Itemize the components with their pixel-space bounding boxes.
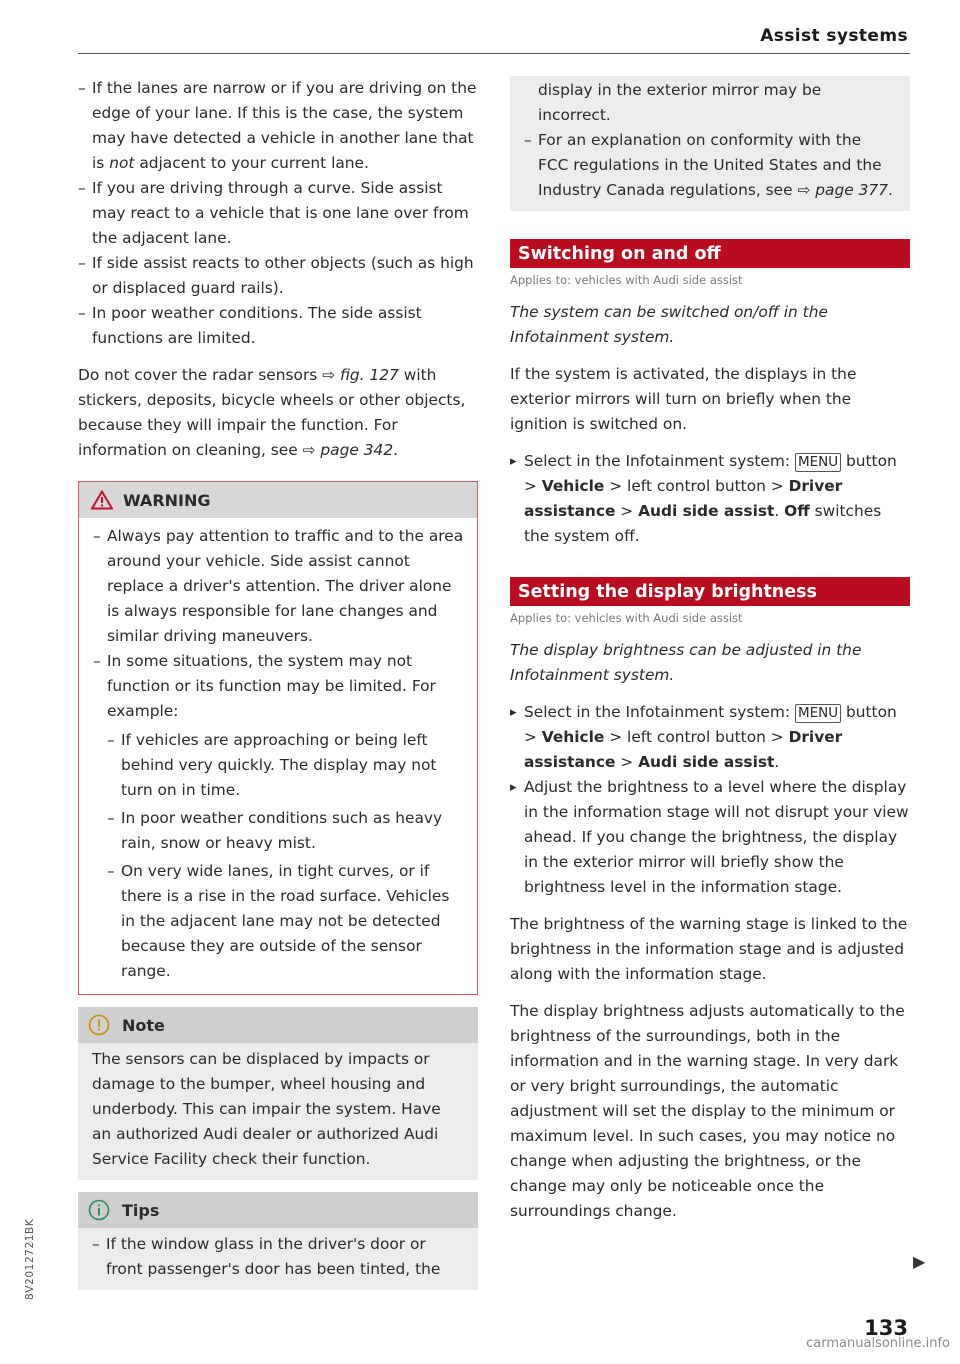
step-text: switches the system off. xyxy=(524,502,882,545)
list-item xyxy=(93,649,465,984)
warning-title: WARNING xyxy=(123,490,211,510)
fcc-text: For an explanation on conformity with the FCC regulations in the United States and the Industry Canada regulations, see xyxy=(538,131,882,199)
step-text: > left control button > xyxy=(604,477,789,495)
list-item: – Always pay attention to traffic and to the area around your vehicle. Side assist cannot replace a driver's attention. The driver alone is always responsible for lane changes and similar driving maneuvers. xyxy=(93,524,465,649)
running-header: Assist systems xyxy=(760,26,908,46)
radar-text-cont: with stickers, deposits, bicycle wheels or other objects, because they will impair the function. For information on cleaning, see xyxy=(78,366,466,459)
warning-item-text: In some situations, the system may not function or its function may be limited. For example: xyxy=(107,652,436,720)
menu-audi-side-assist: Audi side assist xyxy=(638,502,775,520)
menu-off: Off xyxy=(784,502,810,520)
step-text: > xyxy=(615,753,639,771)
menu-key: MENU xyxy=(795,453,841,472)
radar-end: . xyxy=(393,441,399,459)
bullet-tail: adjacent to your current lane. xyxy=(134,154,369,172)
list-item: – If the window glass in the driver's door or front passenger's door has been tinted, the xyxy=(92,1232,464,1282)
list-item xyxy=(510,700,910,775)
list-item: – In poor weather conditions. The side assist functions are limited. xyxy=(78,301,478,351)
conditions-list xyxy=(78,76,478,351)
watermark: carmanualsonline.info xyxy=(806,1336,950,1351)
menu-driver-assistance: Driver assistance xyxy=(524,477,843,520)
list-item: – In poor weather conditions such as heavy rain, snow or heavy mist. xyxy=(107,806,465,856)
header-rule xyxy=(78,53,910,54)
note-body xyxy=(78,1043,478,1180)
list-item: – If side assist reacts to other objects (such as high or displaced guard rails). xyxy=(78,251,478,301)
warning-box xyxy=(78,481,478,995)
note-text: The sensors can be displaced by impacts or damage to the bumper, wheel housing and underbody. This can impair the system. Have an authorized Audi dealer or authorized Audi Service Facility check their function. xyxy=(92,1050,441,1168)
applies-to: Applies to: vehicles with Audi side assist xyxy=(510,273,743,287)
section-heading-switching: Switching on and off xyxy=(510,239,910,268)
page-link-fcc[interactable]: ⇨ page 377 xyxy=(797,181,888,199)
warning-body xyxy=(79,518,477,994)
warning-header xyxy=(79,482,477,518)
figure-link[interactable]: ⇨ fig. 127 xyxy=(322,366,399,384)
note-box xyxy=(78,1007,478,1180)
warning-list xyxy=(93,524,465,984)
section-paragraph: If the system is activated, the displays in the exterior mirrors will turn on briefly when the ignition is switched on. xyxy=(510,365,857,433)
list-item: ▸ Adjust the brightness to a level where the display in the information stage will not disrupt your view ahead. If you change the brightness, the display in the exterior mirror will briefly show the brightness level in the information stage. xyxy=(510,775,910,900)
note-header xyxy=(78,1007,478,1043)
steps-list xyxy=(510,700,910,900)
right-column xyxy=(510,76,910,1224)
tips-cont-text: display in the exterior mirror may be incorrect. xyxy=(538,81,822,124)
step-text: > left control button > xyxy=(604,728,789,746)
list-item xyxy=(524,128,896,203)
fcc-end: . xyxy=(887,181,893,199)
step-text: Select in the Infotainment system: xyxy=(524,452,795,470)
menu-driver-assistance: Driver assistance xyxy=(524,728,843,771)
warning-sublist xyxy=(107,728,465,984)
bullet-text: If the lanes are narrow or if you are driving on the edge of your lane. If this is the case, the system may have detected a vehicle in another lane that is xyxy=(92,79,477,172)
warning-triangle-icon xyxy=(91,490,113,510)
page-link-cleaning[interactable]: ⇨ page 342 xyxy=(302,441,394,459)
tips-body xyxy=(78,1228,478,1290)
list-item: – On very wide lanes, in tight curves, or if there is a rise in the road surface. Vehicles in the adjacent lane may not be detected because they are outside of the sensor range. xyxy=(107,859,465,984)
step-text: . xyxy=(774,753,780,771)
step-text: Select in the Infotainment system: xyxy=(524,703,795,721)
tips-title: Tips xyxy=(122,1200,160,1220)
section-intro: The display brightness can be adjusted in the Infotainment system. xyxy=(510,641,862,684)
step-text: . xyxy=(774,502,785,520)
steps-list xyxy=(510,449,910,549)
step-text: button > xyxy=(524,703,897,746)
step-text: button > xyxy=(524,452,897,495)
radar-paragraph xyxy=(78,363,478,463)
radar-text: Do not cover the radar sensors xyxy=(78,366,323,384)
tips-box xyxy=(78,1192,478,1290)
page-number: 133 xyxy=(864,1316,908,1340)
list-item: – If you are driving through a curve. Side assist may react to a vehicle that is one lane over from the adjacent lane. xyxy=(78,176,478,251)
tips-cont-list xyxy=(524,128,896,203)
tips-header xyxy=(78,1192,478,1228)
menu-key: MENU xyxy=(795,704,841,723)
left-column xyxy=(78,76,478,1290)
document-code: 8V2012721BK xyxy=(24,1218,36,1300)
menu-vehicle: Vehicle xyxy=(541,477,605,495)
menu-vehicle: Vehicle xyxy=(541,728,605,746)
section-heading-brightness: Setting the display brightness xyxy=(510,577,910,606)
section-paragraph: The brightness of the warning stage is linked to the brightness in the information stage and is adjusted along with the information stage. xyxy=(510,915,908,983)
section-intro: The system can be switched on/off in the Infotainment system. xyxy=(510,303,828,346)
list-item xyxy=(78,76,478,176)
exclamation-circle-icon xyxy=(88,1014,110,1036)
section-paragraph: The display brightness adjusts automatically to the brightness of the surroundings, both in the information and in the warning stage. In very dark or very bright surroundings, the automatic adjustment will set the display to the minimum or maximum level. In such cases, you may notice no change when adjusting the brightness, or the change may only be noticeable once the surroundings change. xyxy=(510,1002,905,1220)
menu-audi-side-assist: Audi side assist xyxy=(638,753,775,771)
note-title: Note xyxy=(122,1015,165,1035)
step-text: > xyxy=(615,502,639,520)
list-item xyxy=(510,449,910,549)
continue-arrow-icon: ▶ xyxy=(913,1252,926,1271)
applies-to: Applies to: vehicles with Audi side assist xyxy=(510,611,743,625)
tips-continuation xyxy=(510,76,910,211)
list-item: – If vehicles are approaching or being left behind very quickly. The display may not turn on in time. xyxy=(107,728,465,803)
emphasis-not: not xyxy=(109,154,135,172)
tips-list xyxy=(92,1232,464,1282)
info-circle-icon xyxy=(88,1199,110,1221)
